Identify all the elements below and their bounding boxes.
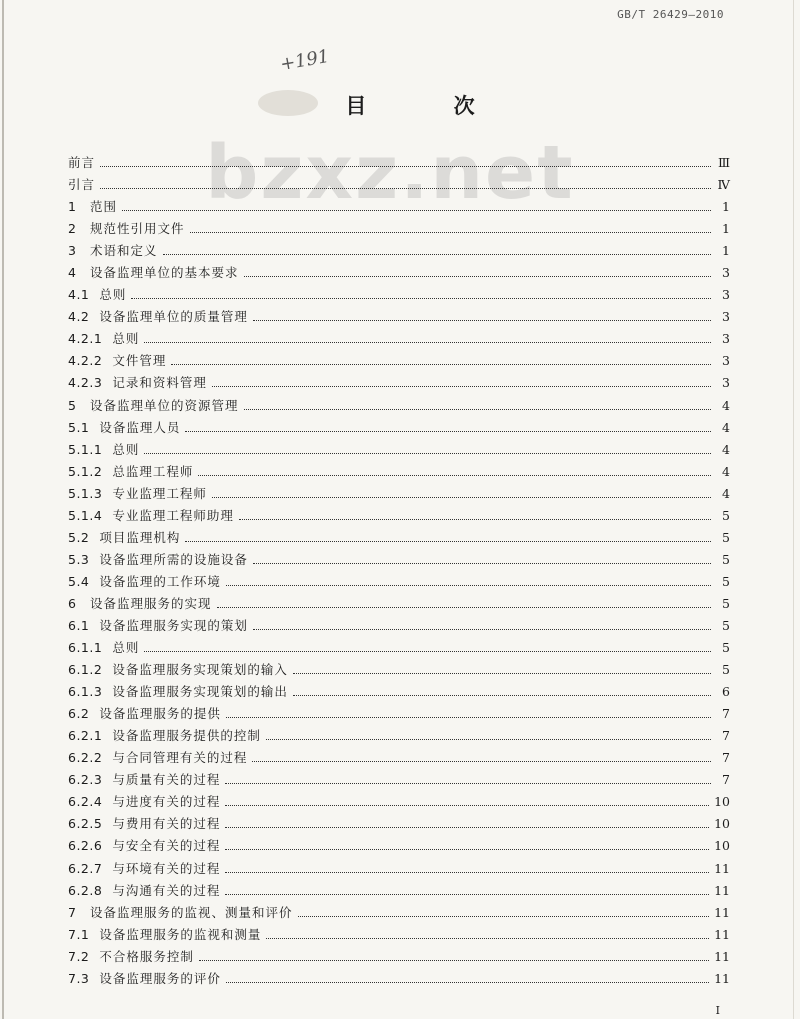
- toc-entry-number: 5.1.3: [68, 485, 103, 501]
- toc-dot-leader: [144, 453, 711, 454]
- toc-entry-number: 5.3: [68, 551, 90, 567]
- toc-entry-number: 5.1.1: [68, 441, 103, 457]
- toc-dot-leader: [100, 188, 711, 189]
- toc-dot-leader: [226, 585, 711, 586]
- toc-entry-label: 设备监理服务实现策划的输入: [112, 662, 288, 678]
- toc-dot-leader: [131, 298, 711, 299]
- toc-dot-leader: [163, 254, 711, 255]
- toc-entry-page: 1: [722, 243, 730, 259]
- toc-entry-label: 设备监理的工作环境: [99, 573, 221, 589]
- toc-dot-leader: [225, 827, 709, 828]
- page-title: 目 次: [345, 94, 515, 118]
- toc-dot-leader: [171, 364, 711, 365]
- toc-entry[interactable]: [68, 351, 730, 373]
- toc-entry[interactable]: [68, 814, 730, 836]
- toc-entry-label: 设备监理服务的评价: [99, 970, 221, 986]
- toc-dot-leader: [122, 210, 711, 211]
- toc-dot-leader: [225, 849, 709, 850]
- toc-dot-leader: [244, 276, 711, 277]
- toc-entry-number: 6.2.1: [68, 728, 103, 744]
- toc-entry-label: 总则: [112, 640, 140, 656]
- toc-entry-label: 设备监理服务的监视、测量和评价: [90, 904, 293, 920]
- toc-entry-number: 5.1.2: [68, 463, 103, 479]
- toc-entry[interactable]: [68, 241, 730, 263]
- toc-entry-page: 10: [714, 816, 730, 832]
- toc-entry-number: 6.1.2: [68, 662, 103, 678]
- toc-dot-leader: [144, 651, 711, 652]
- toc-entry[interactable]: [68, 329, 730, 351]
- toc-entry[interactable]: [68, 550, 730, 572]
- toc-dot-leader: [226, 717, 711, 718]
- toc-entry-number: 6.2.5: [68, 816, 103, 832]
- toc-entry-label: 设备监理服务提供的控制: [112, 728, 261, 744]
- toc-entry-page: 3: [722, 287, 730, 303]
- toc-entry-label: 前言: [68, 155, 96, 170]
- toc-entry-page: 10: [714, 838, 730, 854]
- toc-dot-leader: [252, 761, 711, 762]
- toc-entry-label: 范围: [90, 199, 118, 215]
- toc-entry-page: 7: [722, 772, 730, 788]
- toc-entry-label: 记录和资料管理: [112, 375, 207, 391]
- toc-entry-page: 4: [722, 397, 730, 413]
- toc-entry[interactable]: [68, 528, 730, 550]
- toc-entry-page: Ⅲ: [717, 155, 730, 170]
- toc-entry-label: 设备监理服务的实现: [90, 595, 212, 611]
- toc-entry-label: 项目监理机构: [99, 529, 181, 545]
- toc-entry-number: 6.2: [68, 706, 90, 722]
- toc-dot-leader: [212, 386, 711, 387]
- toc-entry-page: 11: [714, 860, 730, 876]
- table-of-contents: [68, 153, 730, 991]
- toc-entry-label: 与安全有关的过程: [112, 838, 221, 854]
- toc-entry-page: 3: [722, 309, 730, 325]
- toc-entry-number: 7: [68, 904, 77, 920]
- toc-dot-leader: [212, 497, 711, 498]
- toc-entry[interactable]: [68, 748, 730, 770]
- toc-entry-number: 2: [68, 221, 77, 237]
- toc-dot-leader: [225, 783, 711, 784]
- toc-entry-page: 5: [722, 662, 730, 678]
- toc-dot-leader: [225, 872, 709, 873]
- toc-entry-label: 术语和定义: [90, 243, 158, 259]
- toc-entry[interactable]: [68, 704, 730, 726]
- toc-entry[interactable]: [68, 263, 730, 285]
- toc-dot-leader: [253, 320, 711, 321]
- toc-entry[interactable]: [68, 770, 730, 792]
- toc-entry-label: 设备监理单位的基本要求: [90, 265, 239, 281]
- toc-entry[interactable]: [68, 440, 730, 462]
- toc-entry-number: 4.2.1: [68, 331, 103, 347]
- toc-dot-leader: [225, 894, 709, 895]
- toc-entry[interactable]: [68, 506, 730, 528]
- toc-entry[interactable]: [68, 969, 730, 991]
- toc-entry-label: 总则: [99, 287, 127, 303]
- toc-entry-page: 11: [714, 970, 730, 986]
- toc-entry-page: 4: [722, 419, 730, 435]
- toc-entry-label: 专业监理工程师: [112, 485, 207, 501]
- toc-entry-number: 4.1: [68, 287, 90, 303]
- toc-entry[interactable]: [68, 175, 730, 197]
- toc-entry-page: 1: [722, 199, 730, 215]
- standard-number: GB/T 26429—2010: [617, 8, 724, 21]
- toc-entry-label: 总则: [112, 441, 140, 457]
- toc-dot-leader: [266, 938, 709, 939]
- toc-entry[interactable]: [68, 197, 730, 219]
- toc-entry-page: 11: [714, 882, 730, 898]
- toc-dot-leader: [225, 805, 709, 806]
- toc-entry[interactable]: [68, 373, 730, 395]
- toc-entry-page: 6: [722, 684, 730, 700]
- toc-entry-page: 11: [714, 904, 730, 920]
- toc-entry-number: 6.2.2: [68, 750, 103, 766]
- toc-entry[interactable]: [68, 219, 730, 241]
- toc-entry-page: 3: [722, 265, 730, 281]
- toc-entry-label: 与费用有关的过程: [112, 816, 221, 832]
- toc-dot-leader: [144, 342, 711, 343]
- toc-entry-page: 7: [722, 728, 730, 744]
- toc-entry-number: 7.2: [68, 948, 90, 964]
- toc-entry-number: 4.2: [68, 309, 90, 325]
- toc-entry-page: 5: [722, 551, 730, 567]
- toc-entry[interactable]: [68, 572, 730, 594]
- toc-entry-page: 5: [722, 507, 730, 523]
- toc-entry-number: 6.1.1: [68, 640, 103, 656]
- toc-entry-number: 4: [68, 265, 77, 281]
- toc-entry-page: 3: [722, 331, 730, 347]
- toc-entry-label: 设备监理服务实现策划的输出: [112, 684, 288, 700]
- page-number: Ⅰ: [715, 1004, 720, 1017]
- toc-dot-leader: [190, 232, 711, 233]
- toc-entry-label: 设备监理服务的提供: [99, 706, 221, 722]
- toc-entry-number: 6: [68, 595, 77, 611]
- page-right-edge: [793, 0, 794, 1019]
- toc-entry[interactable]: [68, 726, 730, 748]
- toc-entry-label: 设备监理单位的质量管理: [99, 309, 248, 325]
- toc-entry[interactable]: [68, 925, 730, 947]
- toc-dot-leader: [226, 982, 709, 983]
- toc-entry[interactable]: [68, 638, 730, 660]
- toc-entry-page: 7: [722, 706, 730, 722]
- toc-entry[interactable]: [68, 682, 730, 704]
- toc-entry-page: Ⅳ: [717, 177, 730, 193]
- toc-entry[interactable]: [68, 462, 730, 484]
- toc-entry-number: 6.2.6: [68, 838, 103, 854]
- toc-dot-leader: [266, 739, 711, 740]
- toc-entry-number: 5.1: [68, 419, 90, 435]
- page-left-edge: [2, 0, 4, 1019]
- watermark: bzxz.net: [205, 130, 575, 216]
- toc-entry-page: 4: [722, 441, 730, 457]
- toc-entry-number: 5.1.4: [68, 507, 103, 523]
- toc-entry-number: 4.2.2: [68, 353, 103, 369]
- toc-entry-label: 设备监理服务实现的策划: [99, 617, 248, 633]
- toc-entry[interactable]: [68, 616, 730, 638]
- toc-entry-page: 10: [714, 794, 730, 810]
- toc-entry[interactable]: [68, 792, 730, 814]
- toc-entry-page: 3: [722, 353, 730, 369]
- toc-entry[interactable]: [68, 396, 730, 418]
- toc-dot-leader: [198, 475, 711, 476]
- toc-entry[interactable]: [68, 881, 730, 903]
- toc-entry-number: 6.2.4: [68, 794, 103, 810]
- toc-dot-leader: [298, 916, 710, 917]
- toc-entry-page: 5: [722, 529, 730, 545]
- toc-dot-leader: [244, 409, 711, 410]
- toc-entry[interactable]: [68, 594, 730, 616]
- toc-dot-leader: [217, 607, 711, 608]
- toc-dot-leader: [253, 563, 711, 564]
- toc-entry-page: 4: [722, 485, 730, 501]
- toc-entry[interactable]: [68, 484, 730, 506]
- toc-entry-label: 与进度有关的过程: [112, 794, 221, 810]
- toc-entry-label: 文件管理: [112, 353, 167, 369]
- toc-entry-number: 7.3: [68, 970, 90, 986]
- toc-entry-number: 6.2.3: [68, 772, 103, 788]
- toc-entry-label: 与环境有关的过程: [112, 860, 221, 876]
- toc-entry-page: 11: [714, 948, 730, 964]
- toc-entry-label: 设备监理服务的监视和测量: [99, 926, 262, 942]
- toc-entry[interactable]: [68, 153, 730, 175]
- toc-dot-leader: [185, 431, 711, 432]
- toc-entry-label: 与质量有关的过程: [112, 772, 221, 788]
- toc-entry-label: 不合格服务控制: [99, 948, 194, 964]
- toc-dot-leader: [253, 629, 711, 630]
- toc-entry-page: 1: [722, 221, 730, 237]
- toc-entry-number: 7.1: [68, 926, 90, 942]
- toc-entry-page: 3: [722, 375, 730, 391]
- handwritten-note: +191: [278, 45, 331, 76]
- toc-entry[interactable]: [68, 903, 730, 925]
- toc-entry-number: 3: [68, 243, 77, 259]
- toc-entry-number: 6.2.7: [68, 860, 103, 876]
- toc-entry-page: 11: [714, 926, 730, 942]
- toc-entry-number: 4.2.3: [68, 375, 103, 391]
- toc-entry[interactable]: [68, 859, 730, 881]
- toc-entry-page: 5: [722, 617, 730, 633]
- toc-entry-label: 设备监理单位的资源管理: [90, 397, 239, 413]
- toc-entry-number: 5.4: [68, 573, 90, 589]
- toc-entry-page: 5: [722, 573, 730, 589]
- toc-entry-page: 5: [722, 595, 730, 611]
- toc-entry[interactable]: [68, 836, 730, 858]
- toc-entry-label: 引言: [68, 177, 96, 193]
- toc-entry-page: 5: [722, 640, 730, 656]
- toc-entry-label: 与合同管理有关的过程: [112, 750, 248, 766]
- toc-entry-label: 设备监理所需的设施设备: [99, 551, 248, 567]
- toc-entry-number: 5.2: [68, 529, 90, 545]
- toc-entry-number: 6.2.8: [68, 882, 103, 898]
- toc-dot-leader: [293, 673, 711, 674]
- toc-entry-page: 4: [722, 463, 730, 479]
- toc-entry-label: 与沟通有关的过程: [112, 882, 221, 898]
- toc-entry-number: 6.1: [68, 617, 90, 633]
- toc-entry-label: 设备监理人员: [99, 419, 181, 435]
- toc-entry[interactable]: [68, 418, 730, 440]
- toc-entry[interactable]: [68, 947, 730, 969]
- toc-entry-number: 5: [68, 397, 77, 413]
- toc-entry[interactable]: [68, 285, 730, 307]
- toc-dot-leader: [199, 960, 709, 961]
- toc-entry-label: 总则: [112, 331, 140, 347]
- toc-dot-leader: [239, 519, 711, 520]
- toc-entry-number: 6.1.3: [68, 684, 103, 700]
- toc-dot-leader: [185, 541, 711, 542]
- toc-entry-number: 1: [68, 199, 77, 215]
- toc-dot-leader: [293, 695, 711, 696]
- toc-entry-page: 7: [722, 750, 730, 766]
- toc-entry-label: 总监理工程师: [112, 463, 194, 479]
- toc-entry[interactable]: [68, 307, 730, 329]
- toc-entry-label: 规范性引用文件: [90, 221, 185, 237]
- toc-entry[interactable]: [68, 660, 730, 682]
- toc-dot-leader: [100, 166, 711, 167]
- toc-entry-label: 专业监理工程师助理: [112, 507, 234, 523]
